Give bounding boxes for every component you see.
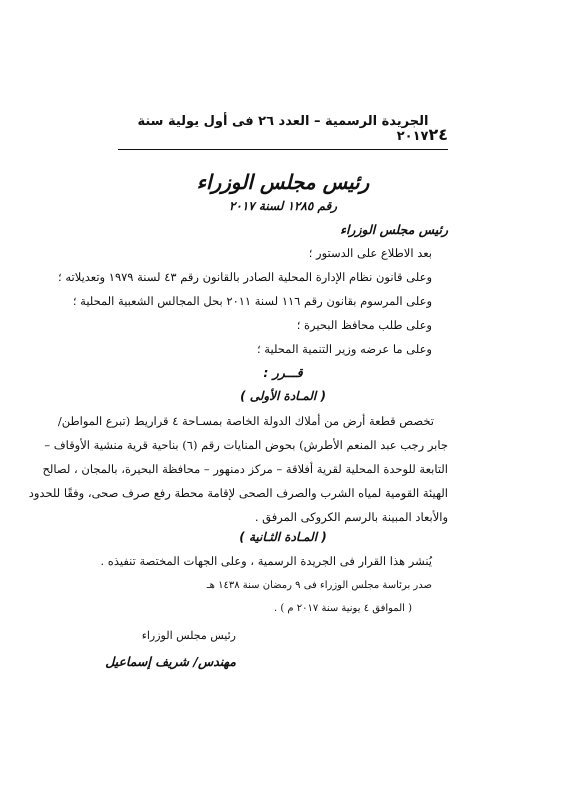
issued-date-line: صدر برئاسة مجلس الوزراء فى ٩ رمضان سنة ١٤٣٨ هـ bbox=[206, 580, 432, 591]
article-1-line: تخصص قطعة أرض من أملاك الدولة الخاصة بمسـاحة ٤ قراريط (تبرع المواطن/ bbox=[57, 414, 434, 428]
article-1-line: التابعة للوحدة المحلية لقرية أفلاقة – مركز دمنهور – محافظة البحيرة، بالمجان ، لصالح bbox=[42, 462, 448, 476]
page-number: ٢٤ bbox=[428, 125, 448, 144]
article-1-body bbox=[28, 409, 448, 529]
signature-name: مهندس/ شريف إسماعيل bbox=[105, 654, 236, 669]
preamble-line: بعد الاطلاع على الدستور ؛ bbox=[308, 246, 432, 260]
article-2-heading: ( المـادة الثـانية ) bbox=[239, 530, 327, 544]
issuer-heading: رئيس مجلس الوزراء bbox=[340, 222, 448, 237]
gregorian-date-line: ( الموافق ٤ يونية سنة ٢٠١٧ م ) . bbox=[273, 603, 412, 614]
article-1-line: جابر رجب عبد المنعم الأطرش) بحوض المنايات رقم (٦) بناحية قرية منشية الأوقاف – bbox=[44, 438, 448, 452]
gazette-issue-line: الجريدة الرسمية – العدد ٢٦ فى أول يولية سنة ٢٠١٧ bbox=[137, 114, 429, 144]
signature-role: رئيس مجلس الوزراء bbox=[141, 629, 236, 642]
preamble-line: وعلى المرسوم بقانون رقم ١١٦ لسنة ٢٠١١ بحل المجالس الشعبية المحلية ؛ bbox=[72, 294, 432, 308]
preamble-line: وعلى ما عرضه وزير التنمية المحلية ؛ bbox=[257, 342, 432, 356]
preamble-line: وعلى قانون نظام الإدارة المحلية الصادر بالقانون رقم ٤٣ لسنة ١٩٧٩ وتعديلاته ؛ bbox=[58, 270, 432, 284]
article-2-text: يُنشر هذا القرار فى الجريدة الرسمية ، وعلى الجهات المختصة تنفيذه . bbox=[100, 554, 432, 568]
decided-heading: قـــرر : bbox=[263, 365, 303, 380]
decree-title: رئيس مجلس الوزراء bbox=[196, 170, 370, 194]
article-1-line: والأبعاد المبينة بالرسم الكروكى المرفق . bbox=[254, 510, 448, 524]
article-1-heading: ( المـادة الأولى ) bbox=[240, 389, 326, 403]
preamble-line: وعلى طلب محافظ البحيرة ؛ bbox=[296, 318, 432, 332]
decree-number: رقم ١٢٨٥ لسنة ٢٠١٧ bbox=[228, 199, 338, 213]
page-header bbox=[118, 114, 448, 150]
article-1-line: الهيئة القومية لمياه الشرب والصرف الصحى لإقامة محطة رفع صرف صحى، وفقًا للحدود bbox=[28, 486, 448, 500]
